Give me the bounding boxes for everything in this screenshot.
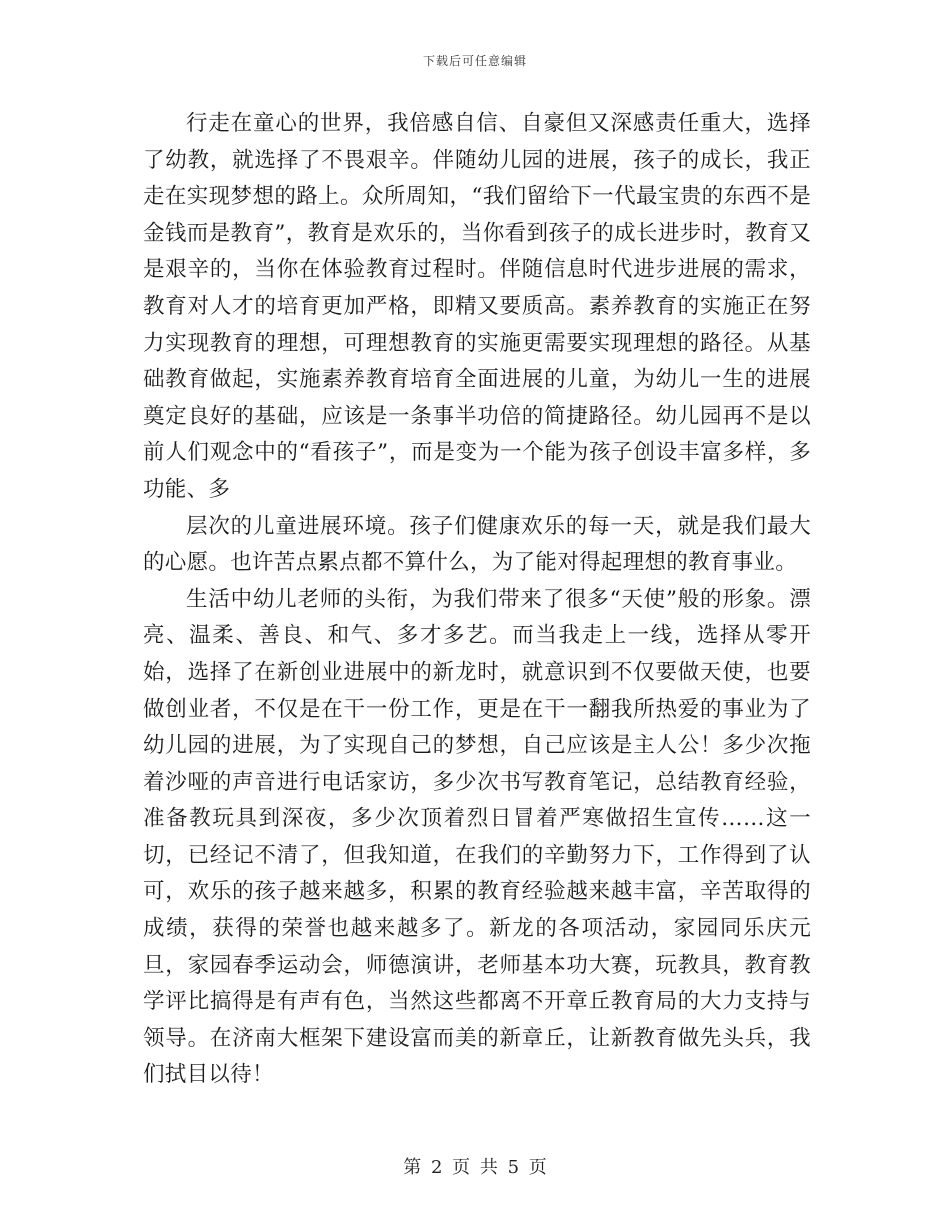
paragraph-3: 生活中幼儿老师的头衔，为我们带来了很多“天使”般的形象。漂亮、温柔、善良、和气、多才多艺。而当我走上一线，选择从零开始，选择了在新创业进展中的新龙时，就意识到不仅要做天使，也要做创业者，不仅是在干一份工作，更是在干一翻我所热爱的事业为了幼儿园的进展，为了实现自己的梦想，自己应该是主人公！多少次拖着沙哑的声音进行电话家访，多少次书写教育笔记，总结教育经验，准备教玩具到深夜，多少次顶着烈日冒着严寒做招生宣传……这一切，已经记不清了，但我知道，在我们的辛勤努力下，工作得到了认可，欢乐的孩子越来越多，积累的教育经验越来越丰富，辛苦取得的成绩，获得的荣誉也越来越多了。新龙的各项活动，家园同乐庆元旦，家园春季运动会，师德演讲，老师基本功大赛，玩教具，教育教学评比搞得是有声有色，当然这些都离不开章丘教育局的大力支持与领导。在济南大框架下建设富而美的新章丘，让新教育做先头兵，我们拭目以待！ [143,586,811,1088]
paragraph-1: 行走在童心的世界，我倍感自信、自豪但又深感责任重大，选择了幼教，就选择了不畏艰辛。伴随幼儿园的进展，孩子的成长，我正走在实现梦想的路上。众所周知，“我们留给下一代最宝贵的东西不是金钱而是教育”，教育是欢乐的，当你看到孩子的成长进步时，教育又是艰辛的，当你在体验教育过程时。伴随信息时代进步进展的需求，教育对人才的培育更加严格，即精又要质高。素养教育的实施正在努力实现教育的理想，可理想教育的实施更需要实现理想的路径。从基础教育做起，实施素养教育培育全面进展的儿童，为幼儿一生的进展奠定良好的基础，应该是一条事半功倍的简捷路径。幼儿园再不是以前人们观念中的“看孩子”，而是变为一个能为孩子创设丰富多样，多功能、多 [143,111,811,502]
page-header: 下载后可任意编辑 [422,54,527,68]
document-body [143,106,811,1094]
page-number-footer: 第 2 页 共 5 页 [403,1157,547,1178]
paragraph-2: 层次的儿童进展环境。孩子们健康欢乐的每一天，就是我们最大的心愿。也许苦点累点都不算什么，为了能对得起理想的教育事业。 [143,513,811,576]
